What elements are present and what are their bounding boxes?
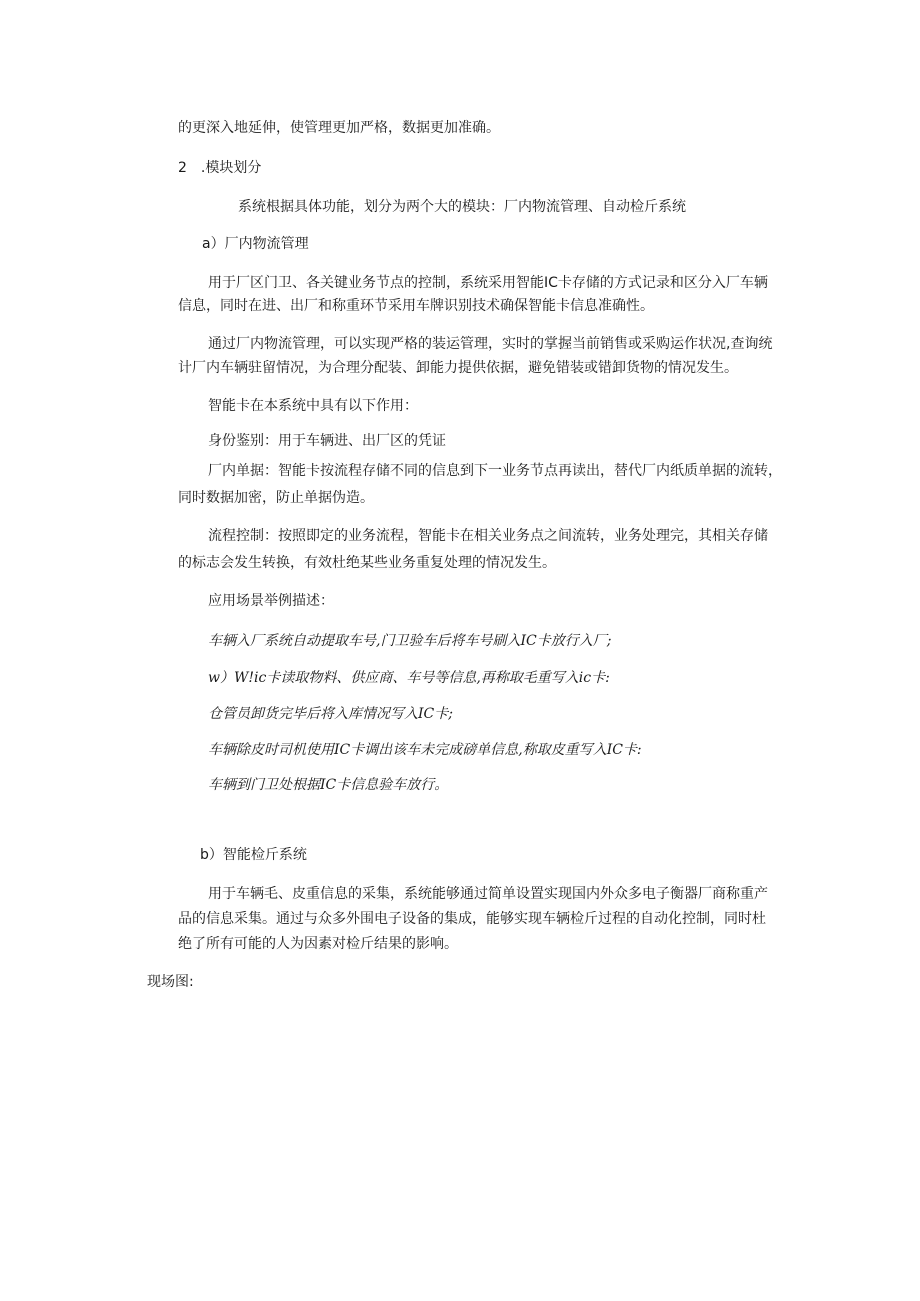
scenario-item: 仓管员卸货完毕后将入库情况写入IC卡;	[208, 706, 453, 722]
site-photo-label: 现场图:	[147, 974, 194, 990]
role-docs-line1: 厂内单据：智能卡按流程存储不同的信息到下一业务节点再读出，替代厂内纸质单据的流转，	[208, 463, 782, 479]
section-heading: 2 .模块划分	[178, 160, 262, 176]
role-docs-line2: 同时数据加密，防止单据伪造。	[178, 490, 374, 506]
scenario-item: 车辆到门卫处根据IC卡信息验车放行。	[208, 777, 449, 793]
module-a-p2-line2: 计厂内车辆驻留情况，为合理分配装、卸能力提供依据，避免错装或错卸货物的情况发生。	[178, 360, 738, 376]
module-b-p1-line3: 绝了所有可能的人为因素对检斤结果的影响。	[178, 936, 458, 952]
role-identity: 身份鉴别：用于车辆进、出厂区的凭证	[208, 433, 446, 449]
module-b-p1-line1: 用于车辆毛、皮重信息的采集，系统能够通过简单设置实现国内外众多电子衡器厂商称重产	[208, 886, 768, 902]
scenario-intro: 应用场景举例描述：	[208, 593, 334, 609]
module-a-p1-line1: 用于厂区门卫、各关键业务节点的控制，系统采用智能IC卡存储的方式记录和区分入厂车辆	[208, 275, 768, 291]
module-b-p1-line2: 品的信息采集。通过与众多外围电子设备的集成，能够实现车辆检斤过程的自动化控制，同时杜	[178, 911, 766, 927]
module-b-heading: b）智能检斤系统	[200, 847, 307, 863]
module-a-p1-line2: 信息，同时在进、出厂和称重环节采用车牌识别技术确保智能卡信息准确性。	[178, 298, 654, 314]
card-roles-intro: 智能卡在本系统中具有以下作用：	[208, 398, 418, 414]
role-flow-line1: 流程控制：按照即定的业务流程，智能卡在相关业务点之间流转，业务处理完，其相关存储	[208, 528, 768, 544]
scenario-item: 车辆除皮时司机使用IC卡调出该车未完成磅单信息,称取皮重写入IC卡:	[208, 742, 642, 758]
scenario-item: 车辆入厂系统自动提取车号,门卫验车后将车号刷入IC卡放行入厂;	[208, 633, 612, 649]
module-a-heading: a）厂内物流管理	[202, 236, 309, 252]
scenario-item: w）W!ic卡读取物料、供应商、车号等信息,再称取毛重写入ic卡:	[208, 670, 610, 686]
module-a-p2-line1: 通过厂内物流管理，可以实现严格的装运管理，实时的掌握当前销售或采购运作状况,查询统	[208, 336, 773, 352]
section-summary: 系统根据具体功能，划分为两个大的模块：厂内物流管理、自动检斤系统	[238, 199, 686, 215]
role-flow-line2: 的标志会发生转换，有效杜绝某些业务重复处理的情况发生。	[178, 555, 556, 571]
intro-continuation: 的更深入地延伸，使管理更加严格，数据更加准确。	[178, 120, 500, 136]
